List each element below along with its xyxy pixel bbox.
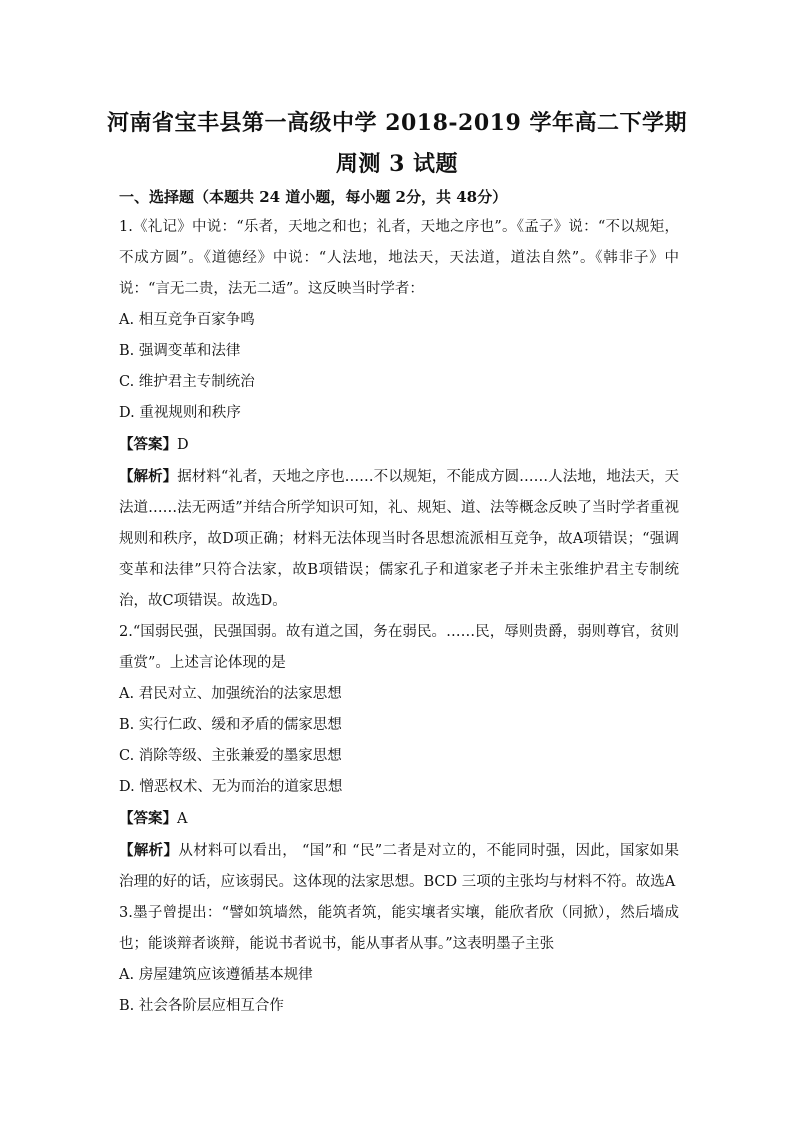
question-2-answer	[119, 803, 679, 835]
question-2-option-c: C. 消除等级、主张兼爱的墨家思想	[119, 748, 342, 764]
question-1-option-a: A. 相互竞争百家争鸣	[119, 312, 255, 328]
question-1-answer	[119, 429, 679, 461]
question-2-option-b: B. 实行仁政、缓和矛盾的儒家思想	[119, 717, 342, 733]
section-heading: 一、选择题（本题共 24 道小题，每小题 2分，共 48分）	[119, 188, 508, 206]
answer-value: A	[177, 811, 188, 827]
analysis-text: 据材料“礼者，天地之序也……不以规矩，不能成方圆……人法地，地法天，天法道……法无两适”并结合所学知识可知，礼、规矩、道、法等概念反映了当时学者重视规则和秩序，故D项正确；材料无法体现当时各思想流派相互竞争，故A项错误；“强调变革和法律”只符合法家，故B项错误；儒家孔子和道家老子并未主张维护君主专制统治，故C项错误。故选D。	[119, 469, 680, 609]
analysis-label: 【解析】	[119, 468, 178, 485]
question-2-stem: 2.“国弱民强，民强国弱。故有道之国，务在弱民。……民，辱则贵爵，弱则尊官，贫则重赏”。上述言论体现的是	[119, 624, 679, 671]
document-title-line2: 周测 3 试题	[335, 151, 459, 177]
question-2-option-a: A. 君民对立、加强统治的法家思想	[119, 686, 342, 702]
question-2-option-d: D. 憎恶权术、无为而治的道家思想	[119, 779, 343, 795]
question-3-stem: 3.墨子曾提出：“譬如筑墙然，能筑者筑，能实壤者实壤，能欣者欣（同掀），然后墙成也；能谈辩者谈辩，能说书者说书，能从事者从事。”这表明墨子主张	[119, 905, 679, 952]
question-2-analysis	[119, 835, 679, 898]
question-1-analysis	[119, 461, 679, 617]
question-1-option-b: B. 强调变革和法律	[119, 343, 241, 359]
answer-label: 【答案】	[119, 436, 177, 453]
analysis-label: 【解析】	[119, 842, 179, 859]
analysis-text: 从材料可以看出， “国”和 “民”二者是对立的，不能同时强，因此，国家如果治理的好的话，应该弱民。这体现的法家思想。BCD 三项的主张均与材料不符。故选A	[119, 843, 680, 890]
question-3-option-a: A. 房屋建筑应该遵循基本规律	[119, 967, 313, 983]
answer-label: 【答案】	[119, 810, 177, 827]
question-1-stem: 1.《礼记》中说：“乐者，天地之和也；礼者，天地之序也”。《孟子》说：“不以规矩，不成方圆”。《道德经》中说：“人法地，地法天，天法道，道法自然”。《韩非子》中说：“言无二贵，法无二适”。这反映当时学者：	[119, 219, 679, 297]
question-1-option-d: D. 重视规则和秩序	[119, 405, 241, 421]
document-body	[119, 212, 679, 1022]
question-1-option-c: C. 维护君主专制统治	[119, 374, 255, 390]
document-title-line1: 河南省宝丰县第一高级中学 2018-2019 学年高二下学期	[107, 110, 687, 136]
answer-value: D	[177, 437, 189, 453]
question-3-option-b: B. 社会各阶层应相互合作	[119, 998, 284, 1014]
